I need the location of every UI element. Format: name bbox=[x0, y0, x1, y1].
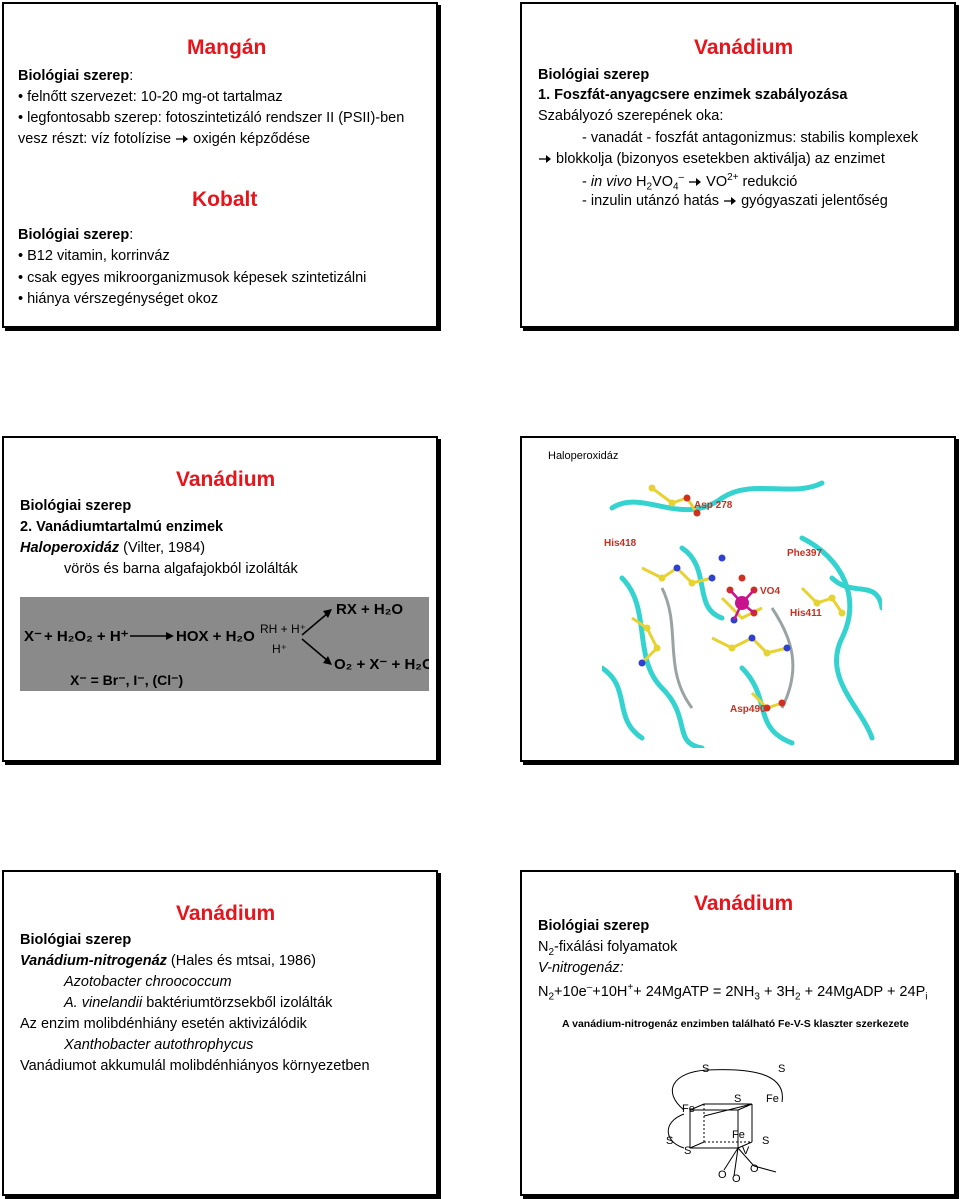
reaction-scheme-svg bbox=[20, 597, 429, 691]
atom-sphere bbox=[814, 600, 821, 607]
sulfur-label: S bbox=[762, 1135, 770, 1147]
arrow-right-icon bbox=[175, 133, 189, 145]
atom-sphere bbox=[779, 700, 786, 707]
atom-sphere bbox=[764, 650, 771, 657]
slide-vanadium-nitrogenase bbox=[2, 870, 438, 1196]
slide-title: Vanádium bbox=[694, 892, 794, 915]
text-line: $N_2$-fixálási folyamatok bbox=[538, 939, 678, 958]
role-label: Biológiai szerep: bbox=[18, 68, 134, 84]
atom-sphere bbox=[649, 485, 656, 492]
atom-sphere bbox=[839, 610, 846, 617]
reaction-reagents: + H₂O₂ + H⁺ bbox=[44, 628, 129, 645]
atom-sphere bbox=[709, 575, 716, 582]
slide-vanadium-n2-fixation bbox=[520, 870, 956, 1196]
reaction-scheme bbox=[20, 597, 429, 691]
atom-sphere bbox=[689, 580, 696, 587]
bullet-item: • B12 vitamin, korrinváz bbox=[18, 248, 170, 264]
text-line: blokkolja (bizonyos esetekben aktiválja) az enzimet bbox=[538, 151, 885, 168]
text-line: - inzulin utánzó hatás gyógyaszati jelentőség bbox=[582, 193, 888, 209]
reaction-o2: O₂ + X⁻ + H₂O bbox=[334, 656, 429, 673]
reaction-hox: HOX + H₂O bbox=[176, 628, 255, 645]
role-label: Biológiai szerep bbox=[20, 498, 132, 514]
sulfur-label: S bbox=[684, 1145, 692, 1157]
enzyme-line: Vanádium-nitrogenáz (Hales és mtsai, 1986) bbox=[20, 953, 316, 969]
slide-title-mangan: Mangán bbox=[187, 36, 267, 59]
residue-label: VO4 bbox=[760, 586, 781, 597]
atom-sphere bbox=[674, 565, 681, 572]
atom-sphere bbox=[669, 500, 676, 507]
residue-label: His411 bbox=[790, 608, 822, 619]
reaction-x-minus: X⁻ bbox=[24, 628, 42, 645]
reaction-h-plus: H⁺ bbox=[272, 642, 287, 656]
protein-structure-image bbox=[602, 468, 882, 748]
atom-sphere bbox=[829, 595, 836, 602]
arrow-right-icon bbox=[723, 195, 737, 207]
residue-label: His418 bbox=[604, 538, 637, 549]
figure-caption: A vanádium-nitrogenáz enzimben található Fe-V-S klaszter szerkezete bbox=[562, 1018, 909, 1030]
residue-label: Asp 278 bbox=[694, 500, 733, 511]
atom-sphere bbox=[639, 660, 646, 667]
section-heading: 2. Vanádiumtartalmú enzimek bbox=[20, 519, 224, 535]
residue-label: Asp490 bbox=[730, 704, 766, 715]
arrow-right-icon bbox=[688, 176, 702, 188]
atom-sphere bbox=[729, 645, 736, 652]
reaction-rh: RH + H⁺ bbox=[260, 622, 307, 636]
slide-title: Vanádium bbox=[694, 36, 794, 59]
image-label: Haloperoxidáz bbox=[548, 450, 619, 462]
atom-sphere bbox=[719, 555, 726, 562]
text-line: vörös és barna algafajokból izolálták bbox=[64, 561, 298, 577]
sulfur-label: S bbox=[778, 1063, 786, 1075]
text-line: Az enzim molibdénhiány esetén aktivizálódik bbox=[20, 1016, 307, 1032]
enzyme-line: Haloperoxidáz (Vilter, 1984) bbox=[20, 540, 206, 556]
residue-label: Phe397 bbox=[787, 548, 823, 559]
section-heading: 1. Foszfát-anyagcsere enzimek szabályozása bbox=[538, 87, 848, 103]
slide-mangan-kobalt bbox=[2, 2, 438, 328]
slide-title: Vanádium bbox=[176, 468, 276, 491]
iron-label: Fe bbox=[682, 1103, 695, 1115]
bullet-item: • hiánya vérszegénységet okoz bbox=[18, 291, 219, 307]
role-label: Biológiai szerep bbox=[20, 932, 132, 948]
sulfur-label: S bbox=[702, 1063, 710, 1075]
sulfur-label: S bbox=[666, 1135, 674, 1147]
atom-sphere bbox=[784, 645, 791, 652]
role-label: Biológiai szerep: bbox=[18, 227, 134, 243]
sulfur-label: S bbox=[734, 1093, 742, 1105]
slide-title-kobalt: Kobalt bbox=[192, 188, 258, 211]
text-line: V-nitrogenáz: bbox=[538, 960, 624, 976]
bullet-item: • csak egyes mikroorganizmusok képesek szintetizálni bbox=[18, 270, 367, 286]
oxygen-label: O bbox=[718, 1169, 727, 1181]
vanadium-label: V bbox=[742, 1145, 750, 1157]
species-name: Azotobacter chroococcum bbox=[64, 974, 232, 990]
iron-label: Fe bbox=[766, 1093, 779, 1105]
bullet-item: • legfontosabb szerep: fotoszintetizáló rendszer II (PSII)-ben bbox=[18, 110, 405, 126]
species-line: A. vinelandii baktériumtörzsekből izolálták bbox=[64, 995, 333, 1011]
role-label: Biológiai szerep bbox=[538, 67, 650, 83]
role-label: Biológiai szerep bbox=[538, 918, 650, 934]
oxygen-label: O bbox=[732, 1173, 741, 1182]
atom-sphere bbox=[644, 625, 651, 632]
equation: $N_2+10e^-+10H^++$ 24MgATP = $2NH_3 + 3H_2$ + 24MgADP + $24P_i$ bbox=[538, 982, 928, 1003]
reaction-rx: RX + H₂O bbox=[336, 601, 404, 618]
slide-haloperoxidase-structure bbox=[520, 436, 956, 762]
text-line: Szabályozó szerepének oka: bbox=[538, 108, 724, 124]
text-line: - vanadát - foszfát antagonizmus: stabilis komplexek bbox=[582, 130, 919, 146]
atom-sphere bbox=[659, 575, 666, 582]
text-line: Vanádiumot akkumulál molibdénhiányos környezetben bbox=[20, 1058, 370, 1074]
slide-vanadium-phosphate bbox=[520, 2, 956, 328]
oxygen-label: O bbox=[750, 1163, 759, 1175]
bullet-item: • felnőtt szervezet: 10-20 mg-ot tartalmaz bbox=[18, 89, 283, 105]
atom-sphere bbox=[684, 495, 691, 502]
atom-sphere bbox=[739, 575, 746, 582]
text-line-invivo: - in vivo $H_2VO_4^-$ $VO^{2+}$ redukció bbox=[582, 172, 798, 193]
arrow-right-icon bbox=[538, 153, 552, 165]
iron-label: Fe bbox=[732, 1129, 745, 1141]
slide-vanadium-haloperoxidase bbox=[2, 436, 438, 762]
atom-sphere bbox=[654, 645, 661, 652]
species-name: Xanthobacter autothrophycus bbox=[64, 1037, 254, 1053]
reaction-x-definition: X⁻ = Br⁻, I⁻, (Cl⁻) bbox=[70, 672, 184, 688]
bullet-continuation: vesz részt: víz fotolízise oxigén képződése bbox=[18, 131, 311, 147]
slide-title: Vanádium bbox=[176, 902, 276, 925]
atom-sphere bbox=[749, 635, 756, 642]
fe-v-s-cluster-diagram bbox=[662, 1062, 822, 1182]
